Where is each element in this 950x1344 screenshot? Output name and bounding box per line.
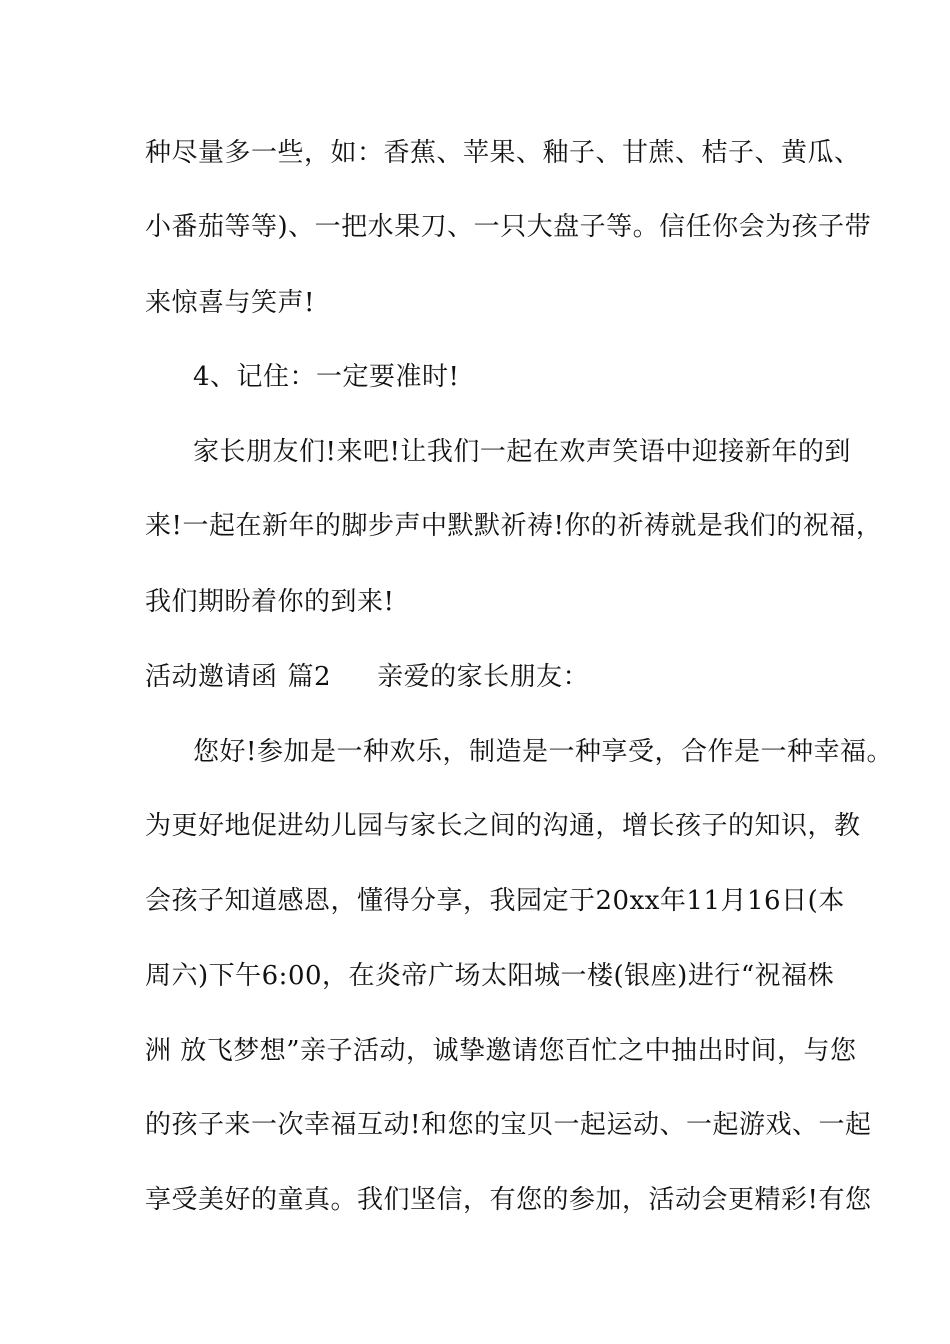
salutation: 亲爱的家长朋友：	[377, 662, 590, 692]
paragraph-line: 周六)下午6:00，在炎帝广场太阳城一楼(银座)进行“祝福株	[145, 961, 835, 991]
paragraph-line: 您好!参加是一种欢乐，制造是一种享受，合作是一种幸福。	[193, 737, 893, 767]
paragraph-line: 为更好地促进幼儿园与家长之间的沟通，增长孩子的知识，教	[145, 811, 861, 841]
paragraph-line: 来!一起在新年的脚步声中默默祈祷!你的祈祷就是我们的祝福，	[145, 511, 883, 541]
paragraph-line: 来惊喜与笑声!	[145, 288, 315, 318]
paragraph-line: 享受美好的童真。我们坚信，有您的参加，活动会更精彩!有您	[145, 1185, 872, 1215]
paragraph-line: 会孩子知道感恩，懂得分享，我园定于20xx年11月16日(本	[145, 886, 845, 916]
paragraph-line: 种尽量多一些，如：香蕉、苹果、釉子、甘蔗、桔子、黄瓜、	[145, 138, 861, 168]
section-heading	[145, 659, 589, 695]
paragraph-line: 家长朋友们!来吧!让我们一起在欢声笑语中迎接新年的到	[193, 437, 851, 467]
paragraph-line: 洲 放飞梦想”亲子活动，诚挚邀请您百忙之中抽出时间，与您	[145, 1036, 857, 1066]
list-item: 4、记住：一定要准时!	[193, 362, 460, 392]
heading-title: 活动邀请函	[145, 662, 278, 692]
paragraph-line: 小番茄等等)、一把水果刀、一只大盘子等。信任你会为孩子带	[145, 212, 872, 242]
heading-number: 篇2	[287, 662, 332, 692]
paragraph-line: 我们期盼着你的到来!	[145, 587, 395, 617]
paragraph-line: 的孩子来一次幸福互动!和您的宝贝一起运动、一起游戏、一起	[145, 1110, 872, 1140]
